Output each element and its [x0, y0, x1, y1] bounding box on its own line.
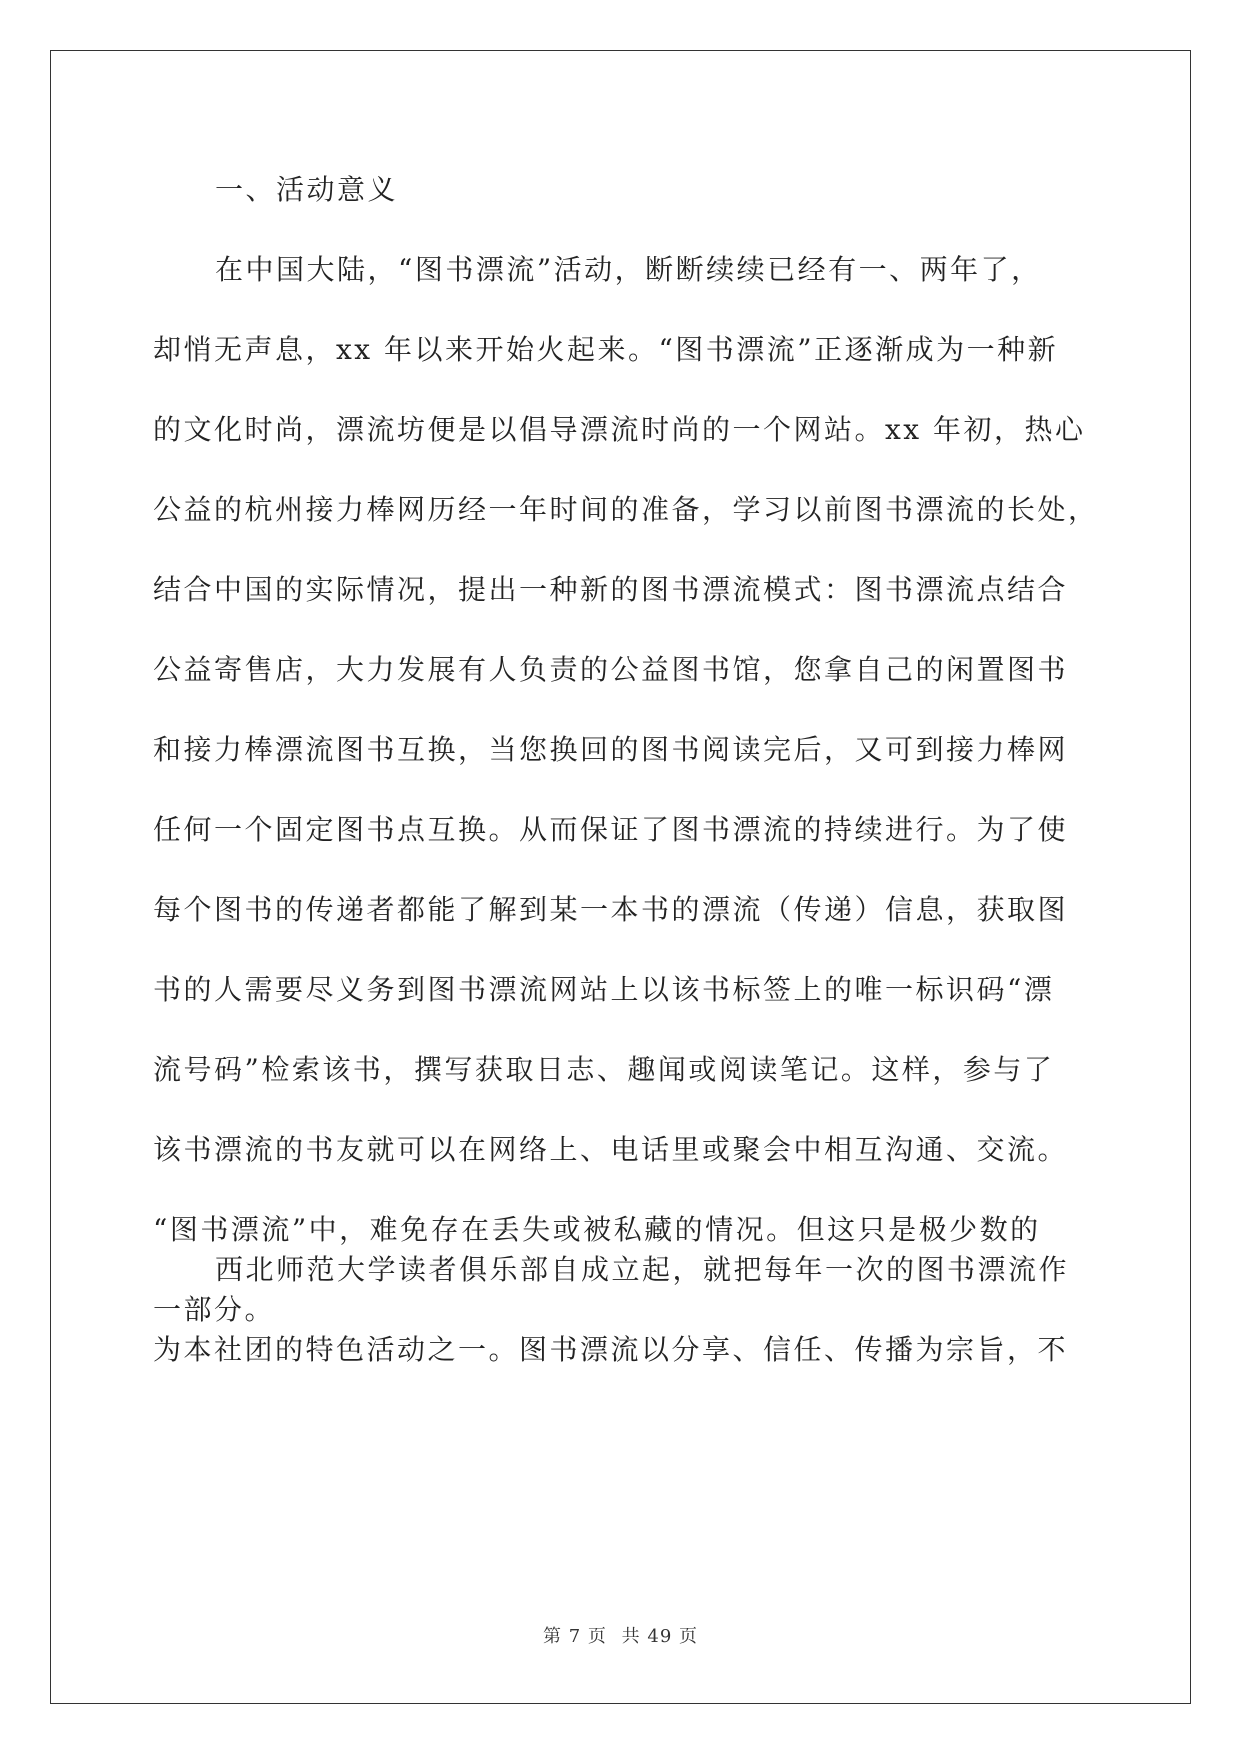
text-line: 的文化时尚，漂流坊便是以倡导漂流时尚的一个网站。xx 年初，热心 [153, 413, 1086, 446]
text-line: 任何一个固定图书点互换。从而保证了图书漂流的持续进行。为了使 [153, 813, 1069, 846]
page-footer [0, 1622, 1241, 1648]
text-line: 西北师范大学读者俱乐部自成立起，就把每年一次的图书漂流作 [215, 1253, 1070, 1286]
text-line: 书的人需要尽义务到图书漂流网站上以该书标签上的唯一标识码“漂 [153, 973, 1055, 1006]
text-line: 在中国大陆，“图书漂流”活动，断断续续已经有一、两年了， [215, 253, 1042, 286]
paragraph-1 [153, 230, 1099, 1350]
text-line: 公益的杭州接力棒网历经一年时间的准备，学习以前图书漂流的长处， [153, 493, 1099, 526]
text-line: 流号码”检索该书，撰写获取日志、趣闻或阅读笔记。这样，参与了 [153, 1053, 1055, 1086]
page-total: 共 49 页 [621, 1626, 698, 1647]
text-line: 为本社团的特色活动之一。图书漂流以分享、信任、传播为宗旨，不 [153, 1333, 1069, 1366]
text-line: 该书漂流的书友就可以在网络上、电话里或聚会中相互沟通、交流。 [153, 1133, 1069, 1166]
text-line: 结合中国的实际情况，提出一种新的图书漂流模式：图书漂流点结合 [153, 573, 1069, 606]
section-heading: 一、活动意义 [215, 173, 399, 206]
text-line: 一部分。 [153, 1293, 276, 1326]
page-number: 第 7 页 [543, 1626, 607, 1647]
text-line: 公益寄售店，大力发展有人负责的公益图书馆，您拿自己的闲置图书 [153, 653, 1069, 686]
paragraph-2 [153, 1230, 1088, 1390]
text-line: 每个图书的传递者都能了解到某一本书的漂流（传递）信息，获取图 [153, 893, 1069, 926]
text-line: 却悄无声息，xx 年以来开始火起来。“图书漂流”正逐渐成为一种新 [153, 333, 1059, 366]
text-line: “图书漂流”中，难免存在丢失或被私藏的情况。但这只是极少数的 [153, 1213, 1041, 1246]
text-line: 和接力棒漂流图书互换，当您换回的图书阅读完后，又可到接力棒网 [153, 733, 1069, 766]
